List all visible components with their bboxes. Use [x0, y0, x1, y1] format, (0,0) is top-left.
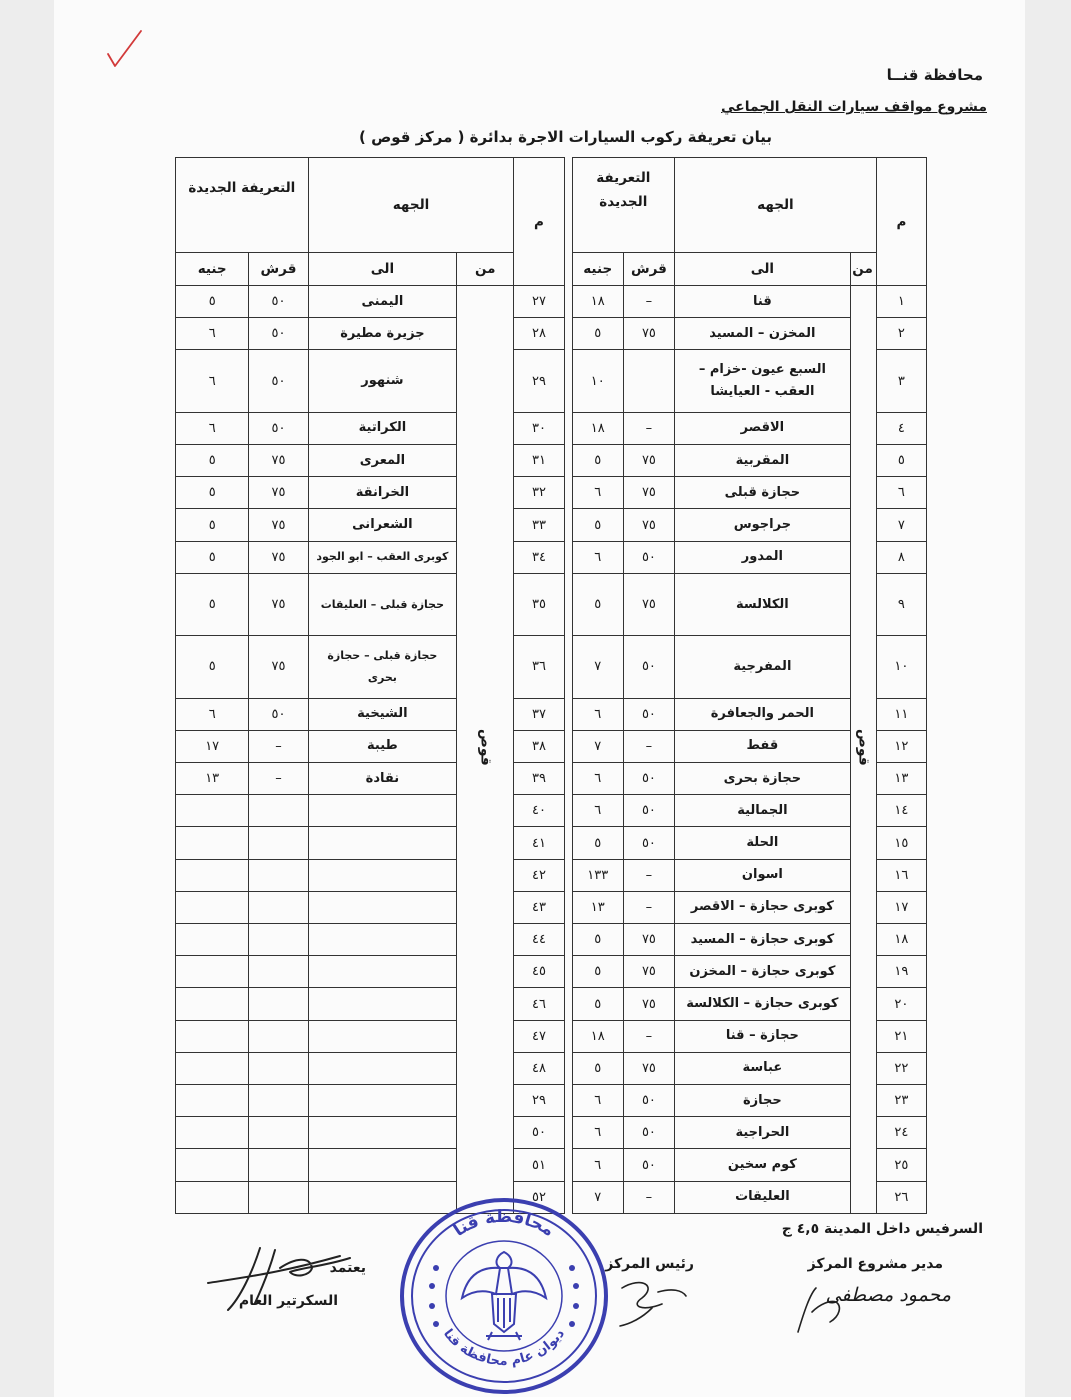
pounds-cell: ٦ — [176, 698, 249, 730]
row-number: ١١ — [876, 698, 926, 730]
piasters-cell — [249, 1020, 308, 1052]
table-row — [176, 730, 927, 762]
piasters-cell: ٧٥ — [623, 988, 674, 1020]
destination-cell: حجازة قبلى — [675, 477, 851, 509]
pounds-cell: ٥ — [572, 924, 623, 956]
piasters-cell: ٧٥ — [249, 636, 308, 698]
piasters-cell: ٧٥ — [623, 318, 674, 350]
piasters-cell: – — [249, 763, 308, 795]
col-tariff-header: التعريفة الجديدة — [176, 158, 309, 253]
row-number: ٣٣ — [514, 509, 564, 541]
table-row — [176, 1085, 927, 1117]
destination-cell: الجمالية — [675, 795, 851, 827]
center-head-signature-icon — [612, 1268, 692, 1330]
row-number: ٤٣ — [514, 891, 564, 923]
pounds-cell — [176, 988, 249, 1020]
destination-cell: كوبرى حجازة – الكلالسة — [675, 988, 851, 1020]
destination-cell: حجازة قبلى – العليقات — [308, 573, 457, 635]
piasters-cell: ٥٠ — [623, 1085, 674, 1117]
piasters-cell: ٥٠ — [249, 412, 308, 444]
table-row — [176, 573, 927, 635]
destination-cell: حجازة بحرى — [675, 763, 851, 795]
destination-cell: الحمر والجعافرة — [675, 698, 851, 730]
col-from-header: من — [457, 253, 514, 286]
destination-cell: طيبة — [308, 730, 457, 762]
pounds-cell — [176, 827, 249, 859]
destination-cell: الاقصر — [675, 412, 851, 444]
pounds-cell: ٥ — [572, 988, 623, 1020]
pounds-cell: ١٨ — [572, 412, 623, 444]
piasters-cell — [249, 1149, 308, 1181]
piasters-cell — [623, 350, 674, 412]
destination-cell: نقادة — [308, 763, 457, 795]
piasters-cell: ٧٥ — [249, 477, 308, 509]
row-number: ٢٣ — [876, 1085, 926, 1117]
piasters-cell: ٥٠ — [623, 1117, 674, 1149]
row-number: ٣٠ — [514, 412, 564, 444]
piasters-cell: – — [623, 891, 674, 923]
destination-cell — [308, 1117, 457, 1149]
destination-cell — [308, 1149, 457, 1181]
col-to-header: الى — [308, 253, 457, 286]
row-number: ٤٢ — [514, 859, 564, 891]
pounds-cell: ٥ — [176, 445, 249, 477]
piasters-cell: ٧٥ — [623, 1052, 674, 1084]
governorate-heading: محافظة قنــا — [886, 66, 983, 84]
pounds-cell: ٦ — [176, 318, 249, 350]
destination-cell: الكلالسة — [675, 573, 851, 635]
row-number: ٢ — [876, 318, 926, 350]
row-number: ٨ — [876, 541, 926, 573]
table-row — [176, 795, 927, 827]
project-heading: مشروع مواقف سيارات النقل الجماعي — [721, 99, 987, 115]
row-number: ١٦ — [876, 859, 926, 891]
destination-cell — [308, 827, 457, 859]
table-row — [176, 1117, 927, 1149]
row-number: ٢٧ — [514, 286, 564, 318]
piasters-cell — [249, 988, 308, 1020]
destination-cell: كوبرى حجازة – المخزن — [675, 956, 851, 988]
col-number-header: م — [876, 158, 926, 286]
row-number: ٣٩ — [514, 763, 564, 795]
row-number: ١٤ — [876, 795, 926, 827]
from-cell — [457, 286, 514, 1214]
row-number: ١٠ — [876, 636, 926, 698]
row-number: ٤٥ — [514, 956, 564, 988]
table-row — [176, 286, 927, 318]
row-number: ٤٧ — [514, 1020, 564, 1052]
table-row — [176, 445, 927, 477]
destination-cell: جراجوس — [675, 509, 851, 541]
destination-cell: الشعرانى — [308, 509, 457, 541]
pounds-cell: ٦ — [572, 763, 623, 795]
col-destination-header: الجهه — [308, 158, 514, 253]
piasters-cell — [249, 795, 308, 827]
from-cell — [850, 286, 876, 1214]
official-stamp-icon — [396, 1190, 612, 1400]
piasters-cell: – — [623, 1020, 674, 1052]
destination-cell — [308, 1020, 457, 1052]
pounds-cell: ٧ — [572, 1181, 623, 1213]
pounds-cell: ١٠ — [572, 350, 623, 412]
table-row — [176, 412, 927, 444]
col-to-header: الى — [675, 253, 851, 286]
pounds-cell: ١٣٣ — [572, 859, 623, 891]
table-row — [176, 636, 927, 698]
pounds-cell: ١٨ — [572, 286, 623, 318]
manager-title: مدير مشروع المركز — [807, 1256, 943, 1272]
from-value: قوص — [477, 729, 494, 766]
row-number: ٣٢ — [514, 477, 564, 509]
destination-cell: العليقات — [675, 1181, 851, 1213]
table-row — [176, 956, 927, 988]
pounds-cell: ٥ — [176, 477, 249, 509]
check-mark-icon — [105, 28, 145, 72]
table-row — [176, 350, 927, 412]
row-number: ٦ — [876, 477, 926, 509]
pounds-cell: ٦ — [572, 1149, 623, 1181]
destination-cell: كوبرى حجازة – الاقصر — [675, 891, 851, 923]
destination-cell: الحراجية — [675, 1117, 851, 1149]
col-pounds-header: جنيه — [176, 253, 249, 286]
piasters-cell: ٥٠ — [623, 1149, 674, 1181]
piasters-cell — [249, 859, 308, 891]
pounds-cell: ٦ — [572, 541, 623, 573]
piasters-cell — [249, 827, 308, 859]
destination-cell: حجازة — [675, 1085, 851, 1117]
pounds-cell — [176, 1085, 249, 1117]
destination-cell: الكراتية — [308, 412, 457, 444]
piasters-cell: ٥٠ — [623, 795, 674, 827]
secretary-general-title: السكرتير العام — [238, 1293, 338, 1309]
destination-cell: قفط — [675, 730, 851, 762]
row-number: ٢٩ — [514, 1085, 564, 1117]
approve-label: يعتمد — [329, 1260, 366, 1276]
pounds-cell: ٦ — [572, 698, 623, 730]
pounds-cell — [176, 1117, 249, 1149]
table-row — [176, 859, 927, 891]
row-number: ٤٠ — [514, 795, 564, 827]
row-number: ٥١ — [514, 1149, 564, 1181]
pounds-cell: ٥ — [176, 573, 249, 635]
destination-cell: الخرانقة — [308, 477, 457, 509]
pounds-cell — [176, 891, 249, 923]
table-row — [176, 924, 927, 956]
svg-text:محافظة قنا — [450, 1207, 558, 1241]
from-value: قوص — [855, 729, 872, 766]
destination-cell: شنهور — [308, 350, 457, 412]
destination-cell — [308, 795, 457, 827]
pounds-cell: ٥ — [572, 509, 623, 541]
piasters-cell — [249, 1181, 308, 1213]
piasters-cell: ٧٥ — [249, 445, 308, 477]
piasters-cell: – — [623, 859, 674, 891]
table-row — [176, 763, 927, 795]
table-row — [176, 509, 927, 541]
piasters-cell — [249, 1052, 308, 1084]
center-head-title: رئيس المركز — [605, 1256, 694, 1272]
stamp-bottom-text: ديوان عام محافظة قنا — [440, 1326, 568, 1369]
column-separator — [564, 286, 572, 1214]
piasters-cell: ٧٥ — [623, 924, 674, 956]
row-number: ٣ — [876, 350, 926, 412]
piasters-cell: – — [249, 730, 308, 762]
piasters-cell: ٥٠ — [623, 541, 674, 573]
pounds-cell: ٥ — [572, 445, 623, 477]
row-number: ١٩ — [876, 956, 926, 988]
row-number: ٣٤ — [514, 541, 564, 573]
row-number: ٤٦ — [514, 988, 564, 1020]
scan-margin-right — [1025, 0, 1071, 1397]
tariff-table — [175, 157, 927, 1214]
table-row — [176, 541, 927, 573]
piasters-cell: ٧٥ — [623, 509, 674, 541]
piasters-cell: ٧٥ — [623, 573, 674, 635]
stamp-top-text: محافظة قنا — [449, 1206, 558, 1241]
pounds-cell — [176, 1181, 249, 1213]
piasters-cell: ٥٠ — [623, 763, 674, 795]
row-number: ١٣ — [876, 763, 926, 795]
piasters-cell: ٥٠ — [249, 350, 308, 412]
row-number: ٢٩ — [514, 350, 564, 412]
pounds-cell: ١٣ — [572, 891, 623, 923]
piasters-cell: – — [623, 286, 674, 318]
pounds-cell: ٧ — [572, 730, 623, 762]
row-number: ٣٧ — [514, 698, 564, 730]
piasters-cell: ٧٥ — [249, 509, 308, 541]
destination-cell: السبع عيون -خزام – العقب - العيايشا — [675, 350, 851, 412]
table-row — [176, 891, 927, 923]
piasters-cell: ٥٠ — [249, 698, 308, 730]
row-number: ٢٨ — [514, 318, 564, 350]
secretary-signature-icon — [200, 1228, 360, 1318]
piasters-cell: ٧٥ — [623, 956, 674, 988]
row-number: ١٢ — [876, 730, 926, 762]
piasters-cell: ٥٠ — [623, 827, 674, 859]
row-number: ٧ — [876, 509, 926, 541]
piasters-cell: – — [623, 1181, 674, 1213]
col-piasters-header: قرش — [623, 253, 674, 286]
row-number: ٢٠ — [876, 988, 926, 1020]
pounds-cell — [176, 1149, 249, 1181]
piasters-cell — [249, 1117, 308, 1149]
pounds-cell: ٥ — [176, 509, 249, 541]
destination-cell: قنا — [675, 286, 851, 318]
destination-cell — [308, 924, 457, 956]
service-note: السرفيس داخل المدينة ٤,٥ ج — [781, 1221, 983, 1237]
pounds-cell — [176, 1052, 249, 1084]
pounds-cell: ٥ — [572, 318, 623, 350]
pounds-cell: ٥ — [572, 827, 623, 859]
table-row — [176, 318, 927, 350]
table-row — [176, 1020, 927, 1052]
row-number: ٢٥ — [876, 1149, 926, 1181]
table-row — [176, 988, 927, 1020]
row-number: ٤٤ — [514, 924, 564, 956]
destination-cell: اليمنى — [308, 286, 457, 318]
destination-cell: المدور — [675, 541, 851, 573]
col-pounds-header: جنيه — [572, 253, 623, 286]
row-number: ١٧ — [876, 891, 926, 923]
pounds-cell: ٦ — [176, 350, 249, 412]
pounds-cell: ٦ — [572, 1117, 623, 1149]
col-from-header: من — [850, 253, 876, 286]
piasters-cell: ٥٠ — [623, 698, 674, 730]
piasters-cell: ٥٠ — [249, 318, 308, 350]
row-number: ٣٦ — [514, 636, 564, 698]
pounds-cell: ١٣ — [176, 763, 249, 795]
row-number: ٢١ — [876, 1020, 926, 1052]
pounds-cell: ٥ — [176, 541, 249, 573]
destination-cell: المعرى — [308, 445, 457, 477]
pounds-cell: ٥ — [572, 1052, 623, 1084]
row-number: ٣٨ — [514, 730, 564, 762]
row-number: ١٥ — [876, 827, 926, 859]
piasters-cell: – — [623, 730, 674, 762]
piasters-cell — [249, 924, 308, 956]
piasters-cell — [249, 891, 308, 923]
col-number-header: م — [514, 158, 564, 286]
pounds-cell — [176, 795, 249, 827]
row-number: ٩ — [876, 573, 926, 635]
destination-cell: المفرجية — [675, 636, 851, 698]
col-tariff-header: التعريفة الجديدة — [572, 158, 674, 253]
piasters-cell: ٧٥ — [623, 445, 674, 477]
pounds-cell: ٦ — [572, 477, 623, 509]
row-number: ٢٦ — [876, 1181, 926, 1213]
row-number: ٣٥ — [514, 573, 564, 635]
row-number: ٥٢ — [514, 1181, 564, 1213]
row-number: ٤١ — [514, 827, 564, 859]
pounds-cell — [176, 1020, 249, 1052]
pounds-cell: ٦ — [572, 1085, 623, 1117]
col-piasters-header: قرش — [249, 253, 308, 286]
row-number: ١٨ — [876, 924, 926, 956]
destination-cell: كوبرى العقب – ابو الجود — [308, 541, 457, 573]
destination-cell: جزيرة مطيرة — [308, 318, 457, 350]
column-separator — [564, 158, 572, 286]
piasters-cell: ٥٠ — [249, 286, 308, 318]
pounds-cell: ٦ — [176, 412, 249, 444]
destination-cell: اسوان — [675, 859, 851, 891]
table-row — [176, 698, 927, 730]
row-number: ٢٢ — [876, 1052, 926, 1084]
piasters-cell: ٧٥ — [623, 477, 674, 509]
row-number: ٣١ — [514, 445, 564, 477]
pounds-cell — [176, 924, 249, 956]
table-row — [176, 827, 927, 859]
pounds-cell — [176, 956, 249, 988]
destination-cell — [308, 988, 457, 1020]
piasters-cell: ٧٥ — [249, 541, 308, 573]
table-row — [176, 1149, 927, 1181]
destination-cell — [308, 1052, 457, 1084]
scan-margin-left — [0, 0, 54, 1397]
piasters-cell — [249, 1085, 308, 1117]
page-title: بيان تعريفة ركوب السيارات الاجرة بدائرة ( مركز قوص ) — [359, 128, 772, 146]
table-row — [176, 477, 927, 509]
pounds-cell — [176, 859, 249, 891]
piasters-cell: ٥٠ — [623, 636, 674, 698]
table-row — [176, 1052, 927, 1084]
pounds-cell: ١٨ — [572, 1020, 623, 1052]
pounds-cell: ٦ — [572, 795, 623, 827]
destination-cell: الحلة — [675, 827, 851, 859]
destination-cell: كوبرى حجازة – المسيد — [675, 924, 851, 956]
row-number: ٤ — [876, 412, 926, 444]
row-number: ٥ — [876, 445, 926, 477]
pounds-cell: ٥ — [572, 573, 623, 635]
destination-cell — [308, 956, 457, 988]
row-number: ١ — [876, 286, 926, 318]
piasters-cell: ٧٥ — [249, 573, 308, 635]
destination-cell: حجازة قبلى – حجازة بحرى — [308, 636, 457, 698]
manager-signature-mark-icon — [790, 1282, 850, 1338]
destination-cell: عباسة — [675, 1052, 851, 1084]
pounds-cell: ٥ — [176, 636, 249, 698]
piasters-cell: – — [623, 412, 674, 444]
pounds-cell: ١٧ — [176, 730, 249, 762]
destination-cell: حجازة – قنا — [675, 1020, 851, 1052]
row-number: ٢٤ — [876, 1117, 926, 1149]
manager-signature: محمود مصطفى — [825, 1284, 951, 1306]
pounds-cell: ٧ — [572, 636, 623, 698]
pounds-cell: ٥ — [572, 956, 623, 988]
destination-cell — [308, 891, 457, 923]
destination-cell — [308, 859, 457, 891]
destination-cell: المخزن – المسيد — [675, 318, 851, 350]
destination-cell: المقربية — [675, 445, 851, 477]
pounds-cell: ٥ — [176, 286, 249, 318]
destination-cell: الشيخية — [308, 698, 457, 730]
row-number: ٥٠ — [514, 1117, 564, 1149]
row-number: ٤٨ — [514, 1052, 564, 1084]
destination-cell: كوم سخين — [675, 1149, 851, 1181]
col-destination-header: الجهه — [675, 158, 877, 253]
destination-cell — [308, 1085, 457, 1117]
piasters-cell — [249, 956, 308, 988]
